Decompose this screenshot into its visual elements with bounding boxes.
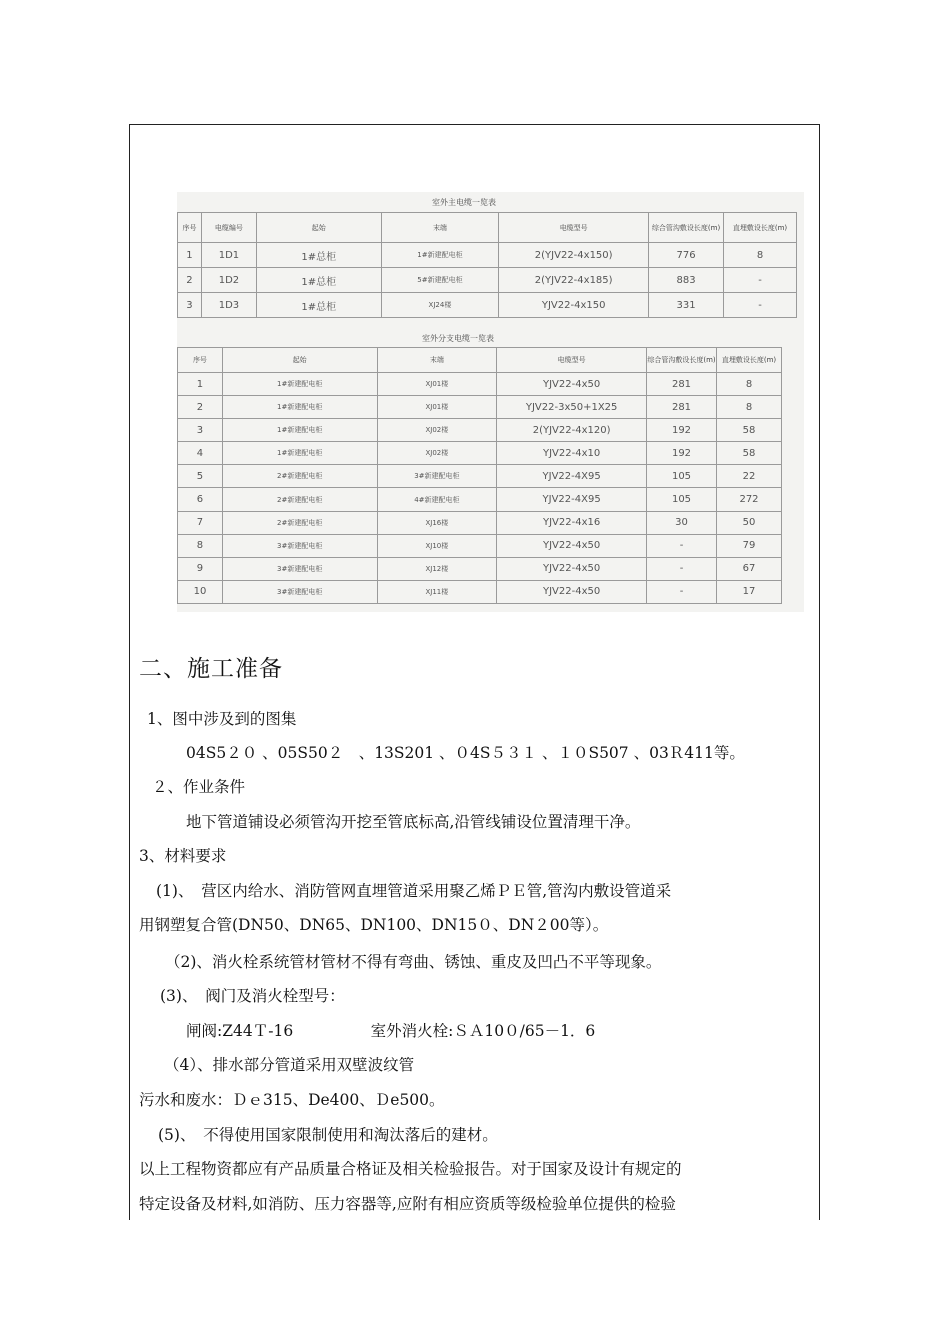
table-cell: 8 xyxy=(724,243,797,268)
table-cell: YJV22-4x10 xyxy=(497,442,647,465)
table-cell: - xyxy=(647,534,717,557)
table-cell: 2(YJV22-4x150) xyxy=(499,243,649,268)
table-cell: 1#总柜 xyxy=(256,293,381,318)
table-cell: 192 xyxy=(647,419,717,442)
table-row xyxy=(178,243,797,268)
table-cell: 2#新建配电柜 xyxy=(222,465,377,488)
table-cell: 1#新建配电柜 xyxy=(222,419,377,442)
text-line: 地下管道铺设必须管沟开挖至管底标高,沿管线铺设位置清理干净。 xyxy=(186,813,641,831)
table-cell: 10 xyxy=(178,580,223,603)
table-cell: XJ02楼 xyxy=(377,442,497,465)
text-line: (3)、 阀门及消火栓型号： xyxy=(160,987,345,1005)
table-cell: - xyxy=(724,293,797,318)
table-cell: YJV22-4x50 xyxy=(497,373,647,396)
header-cell: 直埋敷设长度(m) xyxy=(724,213,797,243)
header-cell: 电缆编号 xyxy=(201,213,256,243)
table-row xyxy=(178,419,782,442)
table-cell: XJ01楼 xyxy=(377,373,497,396)
table-row xyxy=(178,293,797,318)
table-cell: 3#新建配电柜 xyxy=(222,534,377,557)
table-cell: 105 xyxy=(647,488,717,511)
table-cell: YJV22-4x16 xyxy=(497,511,647,534)
table-cell: 1 xyxy=(178,243,202,268)
table-cell: 1D2 xyxy=(201,268,256,293)
header-cell: 序号 xyxy=(178,213,202,243)
table-cell: 331 xyxy=(649,293,724,318)
table-cell: YJV22-4X95 xyxy=(497,488,647,511)
table-cell: 22 xyxy=(717,465,782,488)
text-line: （2)、消火栓系统管材管材不得有弯曲、锈蚀、重皮及凹凸不平等现象。 xyxy=(165,953,662,971)
table-cell: XJ12楼 xyxy=(377,557,497,580)
table-row xyxy=(178,511,782,534)
header-cell: 起始 xyxy=(256,213,381,243)
table-row xyxy=(178,373,782,396)
main-table-title: 室外主电缆一览表 xyxy=(432,198,496,207)
table-row xyxy=(178,396,782,419)
text-line: 04S5２０ 、05S50２ 、13S201 、０4S５３１ 、１０S507 、03Ｒ411等。 xyxy=(186,744,745,762)
table-cell: 3#新建配电柜 xyxy=(222,580,377,603)
text-line: 以上工程物资都应有产品质量合格证及相关检验报告。对于国家及设计有规定的 xyxy=(139,1160,682,1178)
table-cell: 30 xyxy=(647,511,717,534)
table-cell: 9 xyxy=(178,557,223,580)
header-cell: 综合管沟敷设长度(m) xyxy=(647,348,717,373)
table-cell: 281 xyxy=(647,396,717,419)
table-cell: 2#新建配电柜 xyxy=(222,511,377,534)
table-cell: 8 xyxy=(178,534,223,557)
table-cell: 79 xyxy=(717,534,782,557)
table-cell: 8 xyxy=(717,396,782,419)
table-cell: 1#新建配电柜 xyxy=(222,373,377,396)
table-row xyxy=(178,580,782,603)
table-cell: 272 xyxy=(717,488,782,511)
header-cell: 电缆型号 xyxy=(499,213,649,243)
table-cell: 105 xyxy=(647,465,717,488)
table-cell: 3 xyxy=(178,419,223,442)
table-cell: XJ16楼 xyxy=(377,511,497,534)
header-cell: 末端 xyxy=(377,348,497,373)
table-cell: 3#新建配电柜 xyxy=(377,465,497,488)
table-cell: 2 xyxy=(178,396,223,419)
branch-table-title: 室外分支电缆一览表 xyxy=(422,334,494,343)
table-cell: 1D1 xyxy=(201,243,256,268)
table-cell: 1D3 xyxy=(201,293,256,318)
table-cell: YJV22-4x50 xyxy=(497,534,647,557)
table-cell: 4#新建配电柜 xyxy=(377,488,497,511)
header-cell: 末端 xyxy=(381,213,499,243)
table-row xyxy=(178,268,797,293)
branch-cable-table xyxy=(177,347,782,604)
table-cell: XJ02楼 xyxy=(377,419,497,442)
text-line: 污水和废水：Ｄｅ315、De400、Ｄe500。 xyxy=(139,1091,445,1109)
table-cell: 1#总柜 xyxy=(256,243,381,268)
table-cell: 8 xyxy=(717,373,782,396)
text-line: 闸阀:Z44Ｔ-16 室外消火栓:ＳＡ10０/65－1．6 xyxy=(186,1022,596,1040)
table-cell: - xyxy=(724,268,797,293)
header-cell: 序号 xyxy=(178,348,223,373)
table-row xyxy=(178,488,782,511)
table-row xyxy=(178,534,782,557)
table-cell: 1 xyxy=(178,373,223,396)
table-cell: 58 xyxy=(717,442,782,465)
table-cell: 2(YJV22-4x120) xyxy=(497,419,647,442)
table-cell: 3 xyxy=(178,293,202,318)
table-cell: XJ01楼 xyxy=(377,396,497,419)
main-table-header-row xyxy=(178,213,797,243)
main-cable-table xyxy=(177,212,797,318)
table-cell: 1#新建配电柜 xyxy=(222,442,377,465)
header-cell: 电缆型号 xyxy=(497,348,647,373)
table-row xyxy=(178,442,782,465)
table-cell: 1#新建配电柜 xyxy=(222,396,377,419)
table-cell: 883 xyxy=(649,268,724,293)
table-cell: 192 xyxy=(647,442,717,465)
table-cell: - xyxy=(647,557,717,580)
table-cell: YJV22-3x50+1X25 xyxy=(497,396,647,419)
section-heading: 二、施工准备 xyxy=(139,656,283,682)
text-line: ２、作业条件 xyxy=(152,778,246,796)
text-line: (5)、 不得使用国家限制使用和淘汰落后的建材。 xyxy=(158,1126,498,1144)
table-cell: 58 xyxy=(717,419,782,442)
table-cell: 67 xyxy=(717,557,782,580)
text-line: 3、材料要求 xyxy=(139,847,227,865)
table-cell: 1#新建配电柜 xyxy=(381,243,499,268)
table-cell: 2#新建配电柜 xyxy=(222,488,377,511)
table-cell: YJV22-4x50 xyxy=(497,580,647,603)
table-row xyxy=(178,557,782,580)
table-cell: 2 xyxy=(178,268,202,293)
table-cell: 6 xyxy=(178,488,223,511)
text-line: 特定设备及材料,如消防、压力容器等,应附有相应资质等级检验单位提供的检验 xyxy=(139,1195,676,1213)
table-row xyxy=(178,465,782,488)
table-cell: 2(YJV22-4x185) xyxy=(499,268,649,293)
text-line: 1、图中涉及到的图集 xyxy=(147,710,297,728)
table-cell: 50 xyxy=(717,511,782,534)
table-cell: XJ24楼 xyxy=(381,293,499,318)
table-cell: 776 xyxy=(649,243,724,268)
table-cell: 4 xyxy=(178,442,223,465)
table-cell: 5 xyxy=(178,465,223,488)
header-cell: 起始 xyxy=(222,348,377,373)
text-line: (1)、 营区内给水、消防管网直埋管道采用聚乙烯ＰＥ管,管沟内敷设管道采 xyxy=(156,882,672,900)
text-line: 用钢塑复合管(DN50、DN65、DN100、DN15０、DN２00等）。 xyxy=(139,916,609,934)
table-cell: 281 xyxy=(647,373,717,396)
table-cell: YJV22-4x50 xyxy=(497,557,647,580)
header-cell: 直埋敷设长度(m) xyxy=(717,348,782,373)
branch-table-header-row xyxy=(178,348,782,373)
scanned-cable-tables-image xyxy=(177,192,804,612)
table-cell: 17 xyxy=(717,580,782,603)
table-cell: YJV22-4X95 xyxy=(497,465,647,488)
table-cell: 1#总柜 xyxy=(256,268,381,293)
table-cell: XJ11楼 xyxy=(377,580,497,603)
table-cell: - xyxy=(647,580,717,603)
table-cell: XJ10楼 xyxy=(377,534,497,557)
table-cell: 7 xyxy=(178,511,223,534)
text-line: （4）、排水部分管道采用双壁波纹管 xyxy=(164,1056,415,1074)
table-cell: 5#新建配电柜 xyxy=(381,268,499,293)
table-cell: YJV22-4x150 xyxy=(499,293,649,318)
table-cell: 3#新建配电柜 xyxy=(222,557,377,580)
header-cell: 综合管沟敷设长度(m) xyxy=(649,213,724,243)
